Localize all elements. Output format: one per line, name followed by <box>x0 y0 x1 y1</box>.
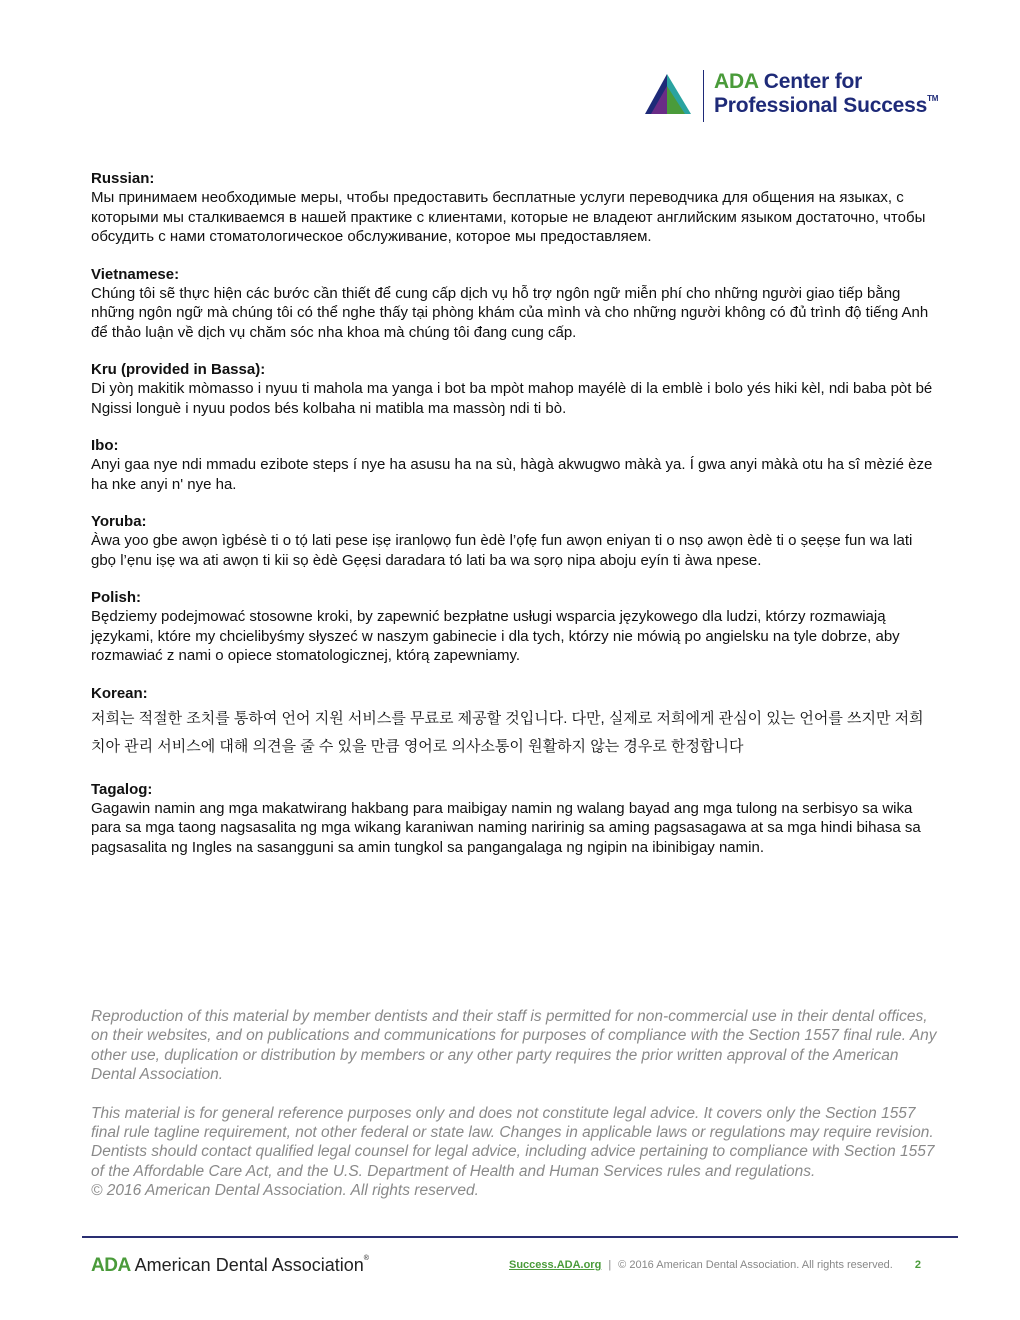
logo-title-line1 <box>714 70 862 94</box>
disclaimer <box>91 1007 941 1201</box>
footer-logo-abbr: ADA <box>91 1255 131 1276</box>
section-text: Gagawin namin ang mga makatwirang hakbang para maibigay namin ng walang bayad ang mga tulong na serbisyo sa wika para sa mga taong nagsasalita ng mga wikang karaniwan naming naririnig sa aming pagsasagawa at sa mga hindi bihasa sa pagsasalita ng Ingles na sasangguni sa amin tungkol sa pangangalaga ng ngipin na ibinibigay namin. <box>91 799 921 856</box>
disclaimer-legal: This material is for general reference purposes only and does not constitute legal advice. It covers only the Section 1557 final rule tagline requirement, not other federal or state law. Changes in applicable laws or regulations may require revision. Dentists should contact qualified legal counsel for legal advice, including advice pertaining to compliance with Section 1557 of the Affordable Care Act, and the U.S. Department of Health and Human Services rules and regulations. <box>91 1104 935 1180</box>
footer-logo-registered: ® <box>363 1255 369 1262</box>
section-kru <box>91 361 939 418</box>
logo-brand: ADA <box>714 70 759 93</box>
section-korean <box>91 685 939 762</box>
section-heading: Vietnamese: <box>91 265 180 283</box>
tagline-translations <box>91 170 939 876</box>
section-text: Będziemy podejmować stosowne kroki, by zapewnić bezpłatne usługi wsparcia językowego dla ludzi, którzy rozmawiają językami, które my chcielibyśmy słyszeć w naszym gabinecie i dla tych, którzy nie mówią po angielsku na tyle dobrze, aby rozmawiać z nami o opiece stomatologicznej, którą zapewniamy. <box>91 608 900 664</box>
footer-website-link[interactable]: Success.ADA.org <box>509 1259 602 1271</box>
section-text: 저희는 적절한 조치를 통하여 언어 지원 서비스를 무료로 제공할 것입니다. 다만, 실제로 저희에게 관심이 있는 언어를 쓰지만 저희 치아 관리 서비스에 대해 의견을 줄 수 있을 만큼 영어로 의사소통이 원활하지 않는 경우로 한정합니다 <box>91 709 924 755</box>
page-number: 2 <box>914 1259 921 1271</box>
header-logo <box>645 68 955 124</box>
section-tagalog <box>91 781 939 858</box>
footer-separator: | <box>608 1259 612 1271</box>
section-text: Мы принимаем необходимые меры, чтобы предоставить бесплатные услуги переводчика для общения на языках, с которыми мы сталкиваемся в нашей практике с клиентами, которые не владеют английским языком достаточно, чтобы обсудить с нами стоматологическое обслуживание, которое мы предоставляем. <box>91 189 926 245</box>
logo-trademark: TM <box>927 94 939 103</box>
section-ibo <box>91 437 939 494</box>
section-heading: Russian: <box>91 170 155 187</box>
logo-line1-rest: Center for <box>763 70 863 93</box>
disclaimer-copyright: © 2016 American Dental Association. All rights reserved. <box>91 1182 479 1200</box>
section-heading: Kru (provided in Bassa): <box>91 361 266 378</box>
section-vietnamese <box>91 266 939 343</box>
footer-copyright: © 2016 American Dental Association. All rights reserved. <box>618 1259 893 1271</box>
logo-divider <box>703 70 704 122</box>
section-text: Anyi gaa nye ndi mmadu ezibote steps í nye ha asusu ha na sù, hàgà akwugwo màkà ya. Í gwa anyi màkà otu ha sî mèzié èze ha nke anyi n' nye ha. <box>91 456 933 493</box>
section-heading: Ibo: <box>91 437 119 454</box>
footer-divider <box>82 1236 958 1238</box>
section-yoruba <box>91 513 939 570</box>
section-heading: Tagalog: <box>91 780 153 798</box>
disclaimer-reproduction: Reproduction of this material by member dentists and their staff is permitted for non-commercial use in their dental offices, on their websites, and on publications and communications for purposes of compliance with the Section 1557 final rule. Any other use, duplication or distribution by members or any other party requires the prior written approval of the American Dental Association. <box>91 1008 937 1084</box>
footer-info <box>509 1259 921 1271</box>
section-text: Àwa yoo gbe awọn ìgbésè ti o tọ́ lati pese iṣẹ iranlọwọ fun èdè l’ọfẹ fun awọn eniyan ti o nsọ awọn èdè ti o ṣeẹṣe fun wa lati gbọ l’ẹnu iṣẹ wa ati awọn ti kii sọ èdè Gẹẹsi daradara tó lati ba wa sọrọ nipa aboju eyín ti àwa npese. <box>91 532 913 569</box>
section-text: Di yòŋ makitik mòmasso i nyuu ti mahola ma yanga i bot ba mpòt mahop mayélè di la emblè i bolo yés hiki kèl, ndi baba pòt bé Ngissi longuè i nyuu podos bés kolbaha ni matibla ma massòŋ ndi ti bò. <box>91 380 933 417</box>
section-russian <box>91 170 939 247</box>
section-heading: Korean: <box>91 684 148 702</box>
logo-line2-text: Professional Success <box>714 94 928 117</box>
section-heading: Yoruba: <box>91 513 147 530</box>
section-heading: Polish: <box>91 589 142 606</box>
ada-triangle-logo-icon <box>645 74 691 118</box>
section-text: Chúng tôi sẽ thực hiện các bước cần thiết để cung cấp dịch vụ hỗ trợ ngôn ngữ miễn phí cho những người giao tiếp bằng những ngôn ngữ mà chúng tôi có thể nghe thấy tại phòng khám của mình và cho những người không có đủ trình độ tiếng Anh để thảo luận về dịch vụ chăm sóc nha khoa mà chúng tôi đang cung cấp. <box>91 284 929 341</box>
section-polish <box>91 589 939 666</box>
logo-title-line2 <box>714 94 938 118</box>
footer-logo <box>91 1255 369 1277</box>
footer-logo-name: American Dental Association <box>134 1255 364 1275</box>
